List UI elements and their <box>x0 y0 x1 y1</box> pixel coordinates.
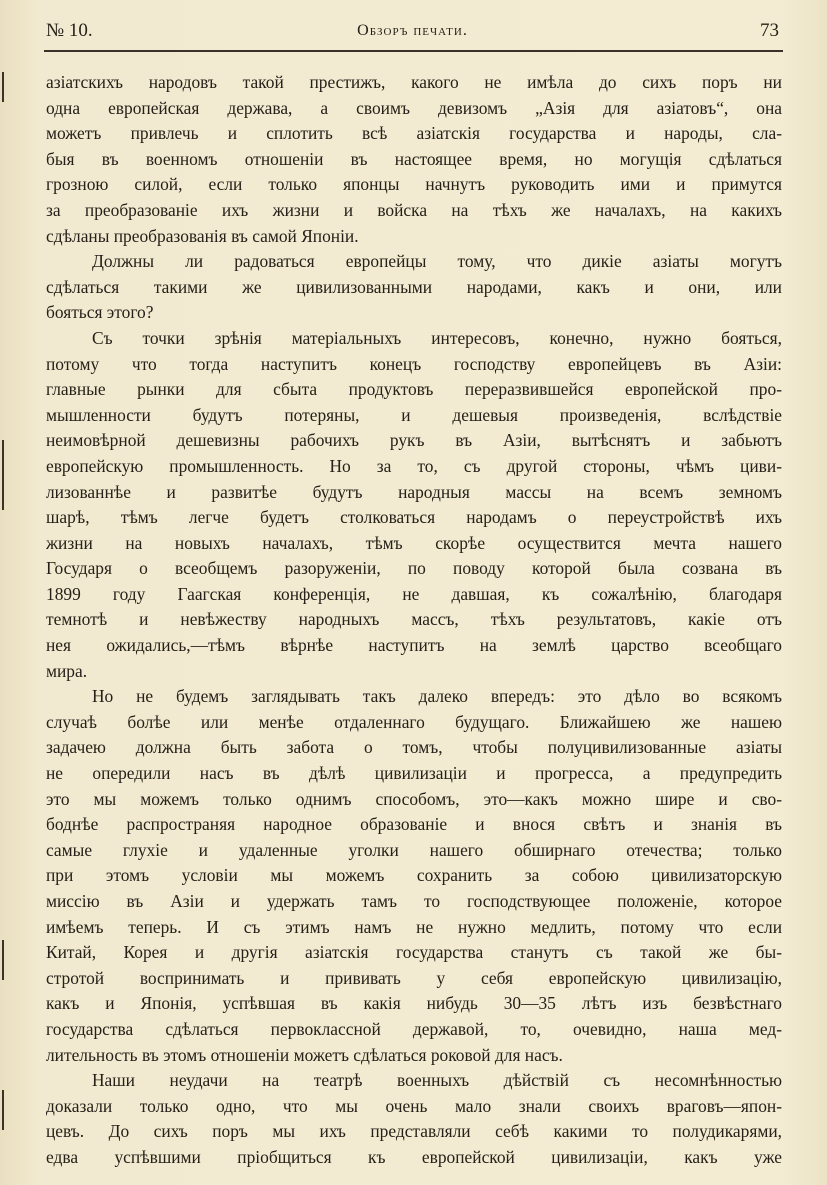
text-line: европейскую промышленность. Но за то, съ другой стороны, чѣмъ циви- <box>46 455 782 476</box>
text-line: можетъ привлечь и сплотить всѣ азіатскія государства и народы, сла- <box>46 123 782 144</box>
text-line: миссію въ Азіи и удержать тамъ то господствующее положеніе, которое <box>46 891 782 911</box>
text-line: главные рынки для сбыта продуктовъ переразвившейся европейской про- <box>46 379 782 400</box>
text-line: Наши неудачи на театрѣ военныхъ дѣйствій съ несомнѣнностью <box>92 1070 782 1091</box>
text-line: случаѣ болѣе или менѣе отдаленнаго будущаго. Ближайшею же нашею <box>46 711 782 732</box>
text-line: потому что тогда наступитъ конецъ господству европейцевъ въ Азіи: <box>46 353 782 374</box>
text-line: азіатскихъ народовъ такой престижъ, какого не имѣла до сихъ поръ ни <box>46 72 782 92</box>
text-line: темнотѣ и невѣжеству народныхъ массъ, тѣхъ результатовъ, какіе отъ <box>46 609 782 630</box>
paragraph <box>46 249 782 326</box>
section-title: Обзоръ печати. <box>357 22 468 39</box>
binding-mark <box>2 440 4 510</box>
text-line: едва успѣвшими пріобщиться къ европейской цивилизаціи, какъ уже <box>46 1146 782 1167</box>
text-line: самые глухіе и удаленные уголки нашего обширнаго отечества; только <box>46 839 782 860</box>
binding-mark <box>2 940 4 980</box>
paragraph <box>46 326 782 684</box>
text-line: Должны ли радоваться европейцы тому, что дикіе азіаты могутъ <box>92 251 782 272</box>
text-line: Но не будемъ заглядывать такъ далеко впередъ: это дѣло во всякомъ <box>92 686 782 707</box>
text-line: 1899 году Гаагская конференція, не давшая, къ сожалѣнію, благодаря <box>46 583 782 604</box>
text-line: это мы можемъ только однимъ способомъ, это—какъ можно шире и сво- <box>46 788 782 809</box>
text-line: бояться этого? <box>46 302 154 323</box>
text-line: государства сдѣлаться первоклассной державой, то, очевидно, наша мед- <box>46 1018 782 1039</box>
text-line: сдѣлаться такими же цивилизованными народами, какъ и они, или <box>46 276 782 297</box>
paragraph <box>46 684 782 1068</box>
text-line: имѣемъ теперь. И съ этимъ намъ не нужно медлить, потому что если <box>46 916 782 937</box>
text-line: грозною силой, если только японцы начнутъ руководить ими и примутся <box>46 174 782 195</box>
text-line: одна европейская держава, а своимъ девизомъ „Азія для азіатовъ“, она <box>46 97 782 118</box>
text-line: лительность въ этомъ отношеніи можетъ сдѣлаться роковой для насъ. <box>46 1044 563 1065</box>
paragraph <box>46 1068 782 1170</box>
text-line: Государя о всеобщемъ разоруженіи, по поводу которой была созвана въ <box>46 558 782 579</box>
text-line: неимовѣрной дешевизны рабочихъ рукъ въ Азіи, вытѣснятъ и забьютъ <box>46 430 782 451</box>
text-line: боднѣе распространяя народное образованіе и внося свѣтъ и знанія въ <box>46 814 782 835</box>
text-line: мира. <box>46 660 88 681</box>
text-line: при этомъ условіи мы можемъ сохранить за собою цивилизаторскую <box>46 865 782 886</box>
issue-number: № 10. <box>46 20 93 41</box>
running-header <box>46 18 779 46</box>
text-line: Съ точки зрѣнія матеріальныхъ интересовъ, конечно, нужно бояться, <box>92 327 782 348</box>
text-line: жизни на новыхъ началахъ, тѣмъ скорѣе осуществится мечта нашего <box>46 532 782 553</box>
text-line: цевъ. До сихъ поръ мы ихъ представляли себѣ какими то полудикарями, <box>46 1121 782 1142</box>
paragraph <box>46 70 782 249</box>
binding-mark <box>2 1090 4 1130</box>
text-line: стротой воспринимать и прививать у себя европейскую цивилизацію, <box>46 967 782 988</box>
binding-mark <box>2 72 4 102</box>
text-line: нея ожидались,—тѣмъ вѣрнѣе наступитъ на землѣ царство всеобщаго <box>46 635 782 656</box>
text-line: какъ и Японія, успѣвшая въ какія нибудь 30—35 лѣтъ изъ безвѣстнаго <box>46 993 782 1014</box>
text-line: сдѣланы преобразованія въ самой Японіи. <box>46 225 359 246</box>
text-line: задачею должна быть забота о томъ, чтобы полуцивилизованные азіаты <box>46 737 782 758</box>
text-line: лизованнѣе и развитѣе будутъ народныя массы на всемъ земномъ <box>46 481 782 502</box>
text-line: не опередили насъ въ дѣлѣ цивилизаціи и прогресса, а предупредить <box>46 763 782 784</box>
text-line: Китай, Корея и другія азіатскія государства станутъ съ такой же бы- <box>46 942 782 963</box>
text-line: за преобразованіе ихъ жизни и войска на тѣхъ же началахъ, на какихъ <box>46 199 782 220</box>
text-line: доказали только одно, что мы очень мало знали своихъ враговъ—япон- <box>46 1095 782 1116</box>
page-number: 73 <box>760 20 779 41</box>
text-line: шарѣ, тѣмъ легче будетъ столковаться народамъ о переустройствѣ ихъ <box>46 507 782 528</box>
article-body <box>46 70 782 1171</box>
text-line: быя въ военномъ отношеніи въ настоящее время, но могущія сдѣлаться <box>46 148 782 169</box>
text-line: мышленности будутъ потеряны, и дешевыя произведенія, вслѣдствіе <box>46 404 782 425</box>
header-rule <box>44 50 783 52</box>
